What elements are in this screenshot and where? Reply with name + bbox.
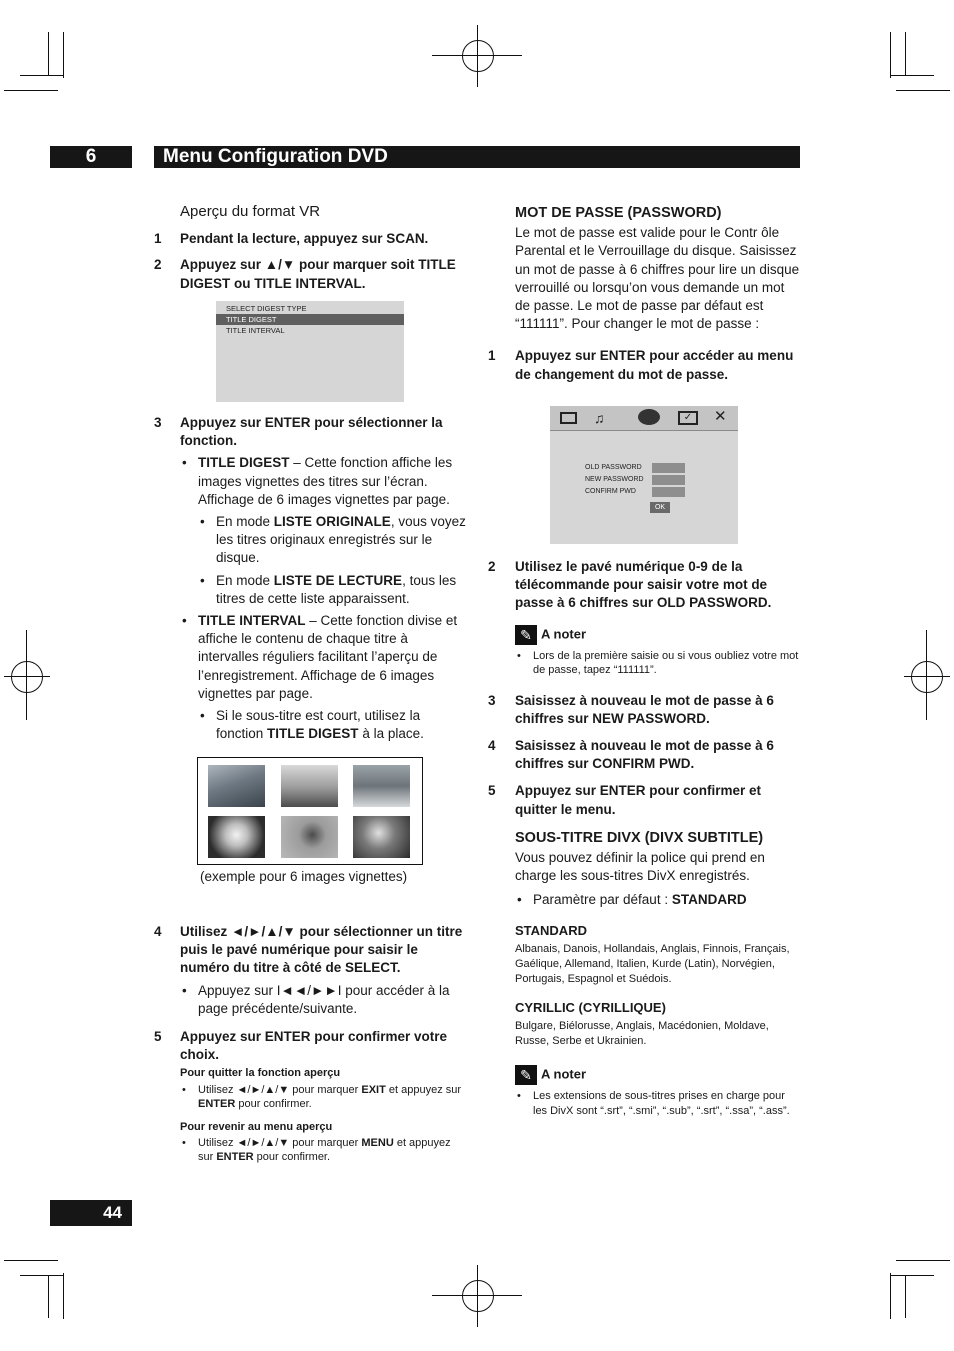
bullet: • Paramètre par défaut : STANDARD <box>515 891 800 909</box>
digest-type-menu <box>216 301 404 402</box>
step: 2 Appuyez sur ▲/▼ pour marquer soit TITLE DIGEST ou TITLE INTERVAL. <box>154 257 456 291</box>
crop-mark <box>4 1260 58 1261</box>
crop-mark <box>896 90 950 91</box>
old-password-field[interactable] <box>652 463 685 473</box>
intro-text: Le mot de passe est valide pour le Contr ôle Parental et le Verrouillage du disque. Saisissez un mot de passe à 6 chiffres pour lire un disque verrouillé ou lorsqu’on vous demande un mot de passe. Le mot de passe par défaut est “111111”. Pour changer le mot de passe : <box>515 225 800 332</box>
audio-icon[interactable]: ♫ <box>594 410 605 426</box>
crop-mark <box>20 1275 64 1276</box>
intro-text: Vous pouvez définir la police qui prend en charge les sous-titres DivX enregistrés. <box>515 850 765 884</box>
disc-icon[interactable] <box>638 409 660 425</box>
note-text: • Les extensions de sous-titres prises en charge pour les DivX sont “.srt”, “.smi”, “.sub”, “.srt”, “.ssa”, “.ass”. <box>515 1089 800 1118</box>
pencil-icon: ✎ <box>515 625 537 645</box>
registration-line <box>926 630 927 720</box>
crop-mark <box>48 32 49 75</box>
sub-heading: CYRILLIC (CYRILLIQUE) <box>515 999 666 1015</box>
step: 4 Utilisez ◄/►/▲/▼ pour sélectionner un titre puis le pavé numérique pour saisir le numéro du titre à côté de SELECT. <box>154 924 463 976</box>
password-menu <box>550 406 738 544</box>
pencil-icon: ✎ <box>515 1065 537 1085</box>
crop-mark <box>890 1275 934 1276</box>
thumbnail-image[interactable] <box>208 765 265 807</box>
bullet: • TITLE INTERVAL – Cette fonction divise et affiche le contenu de chaque titre à intervalles réguliers facilitant l’aperçu de l’enregistrement. Affichage de 6 images vignettes par page. <box>180 612 466 703</box>
confirm-password-label: CONFIRM PWD <box>585 488 636 495</box>
sub-heading: STANDARD <box>515 922 587 938</box>
thumbnail-caption: (exemple pour 6 images vignettes) <box>200 869 408 884</box>
registration-mark <box>462 1280 494 1312</box>
section-heading: MOT DE PASSE (PASSWORD) <box>515 205 722 221</box>
preference-icon[interactable]: ✓ <box>678 411 698 425</box>
page-number: 44 <box>50 1200 132 1226</box>
registration-mark <box>911 661 943 693</box>
section-heading: SOUS-TITRE DIVX (DIVX SUBTITLE) <box>515 829 764 846</box>
bullet: • Utilisez ◄/►/▲/▼ pour marquer EXIT et appuyez sur ENTER pour confirmer. <box>180 1083 466 1112</box>
right-column <box>488 204 800 392</box>
bullet: • En mode LISTE DE LECTURE, tous les titres de cette liste apparaissent. <box>198 572 466 608</box>
registration-line <box>477 25 478 87</box>
bullet: • Si le sous-titre est court, utilisez la fonction TITLE DIGEST à la place. <box>198 707 466 743</box>
bullet: • Appuyez sur I◄◄/►►I pour accéder à la page précédente/suivante. <box>180 982 466 1018</box>
old-password-label: OLD PASSWORD <box>585 464 642 471</box>
registration-line <box>26 630 27 720</box>
step: 3 Appuyez sur ENTER pour sélectionner la fonction. <box>154 415 443 449</box>
right-column-steps <box>488 558 800 1118</box>
thumbnail-image[interactable] <box>281 765 338 807</box>
ok-button[interactable]: OK <box>650 502 670 513</box>
thumbnail-image[interactable] <box>208 816 265 858</box>
chapter-number: 6 <box>50 146 132 168</box>
left-column-steps <box>154 414 466 747</box>
new-password-field[interactable] <box>652 475 685 485</box>
menu-icon-bar <box>550 406 738 431</box>
crop-mark <box>63 1273 64 1319</box>
step: 3 Saisissez à nouveau le mot de passe à 6 chiffres sur NEW PASSWORD. <box>488 692 774 726</box>
sub-heading: Pour quitter la fonction aperçu <box>180 1067 341 1080</box>
crop-mark <box>63 32 64 78</box>
monitor-icon[interactable] <box>560 412 577 424</box>
crop-mark <box>48 1275 49 1318</box>
chapter-title: Menu Configuration DVD <box>154 146 800 168</box>
crop-mark <box>896 1260 950 1261</box>
note-heading: ✎ A noter <box>488 625 800 645</box>
bullet: • Utilisez ◄/►/▲/▼ pour marquer MENU et appuyez sur ENTER pour confirmer. <box>180 1136 466 1165</box>
thumbnail-image[interactable] <box>353 816 410 858</box>
confirm-password-field[interactable] <box>652 487 685 497</box>
note-heading: ✎ A noter <box>515 1065 800 1085</box>
menu-title: SELECT DIGEST TYPE <box>226 304 307 313</box>
step: 5 Appuyez sur ENTER pour confirmer votre choix. <box>154 1029 448 1063</box>
note-text: • Lors de la première saisie ou si vous oubliez votre mot de passe, tapez “111111”. <box>515 649 800 678</box>
crop-mark <box>20 75 64 76</box>
menu-option-title-interval[interactable]: TITLE INTERVAL <box>226 326 285 335</box>
registration-line <box>4 676 50 677</box>
thumbnail-image[interactable] <box>353 765 410 807</box>
language-list: Albanais, Danois, Hollandais, Anglais, Finnois, Français, Gaélique, Allemand, Italien, Kurde (Latin), Norvégien, Portugais, Espagnol et Suédois. <box>515 942 790 985</box>
new-password-label: NEW PASSWORD <box>585 476 644 483</box>
bullet: • En mode LISTE ORIGINALE, vous voyez les titres originaux enregistrés sur le disque. <box>198 513 466 568</box>
crop-mark <box>890 75 934 76</box>
crop-mark <box>890 1273 891 1319</box>
menu-option-title-digest[interactable]: TITLE DIGEST <box>216 314 404 325</box>
thumbnail-grid <box>197 757 423 865</box>
step: 5 Appuyez sur ENTER pour confirmer et quitter le menu. <box>488 783 762 817</box>
sub-heading: Pour revenir au menu aperçu <box>180 1120 333 1133</box>
registration-mark <box>462 40 494 72</box>
step: 1 Appuyez sur ENTER pour accéder au menu de changement du mot de passe. <box>488 348 794 382</box>
section-heading: Aperçu du format VR <box>180 203 321 220</box>
exit-icon[interactable]: ✕ <box>714 408 727 425</box>
language-list: Bulgare, Biélorusse, Anglais, Macédonien, Moldave, Russe, Serbe et Ukrainien. <box>515 1020 769 1048</box>
crop-mark <box>905 1275 906 1318</box>
left-column-steps-2 <box>154 923 466 1165</box>
registration-mark <box>11 661 43 693</box>
registration-line <box>477 1265 478 1327</box>
step: 4 Saisissez à nouveau le mot de passe à 6 chiffres sur CONFIRM PWD. <box>488 738 774 772</box>
bullet: • TITLE DIGEST – Cette fonction affiche les images vignettes des titres sur l’écran. Affichage de 6 images vignettes par page. <box>180 454 466 509</box>
crop-mark <box>890 32 891 78</box>
registration-line <box>904 676 950 677</box>
crop-mark <box>905 32 906 75</box>
thumbnail-image[interactable] <box>281 816 338 858</box>
step: 1 Pendant la lecture, appuyez sur SCAN. <box>154 231 429 247</box>
crop-mark <box>4 90 58 91</box>
step: 2 Utilisez le pavé numérique 0-9 de la télécommande pour saisir votre mot de passe à 6 chiffres sur OLD PASSWORD. <box>488 559 772 611</box>
left-column <box>154 203 466 301</box>
